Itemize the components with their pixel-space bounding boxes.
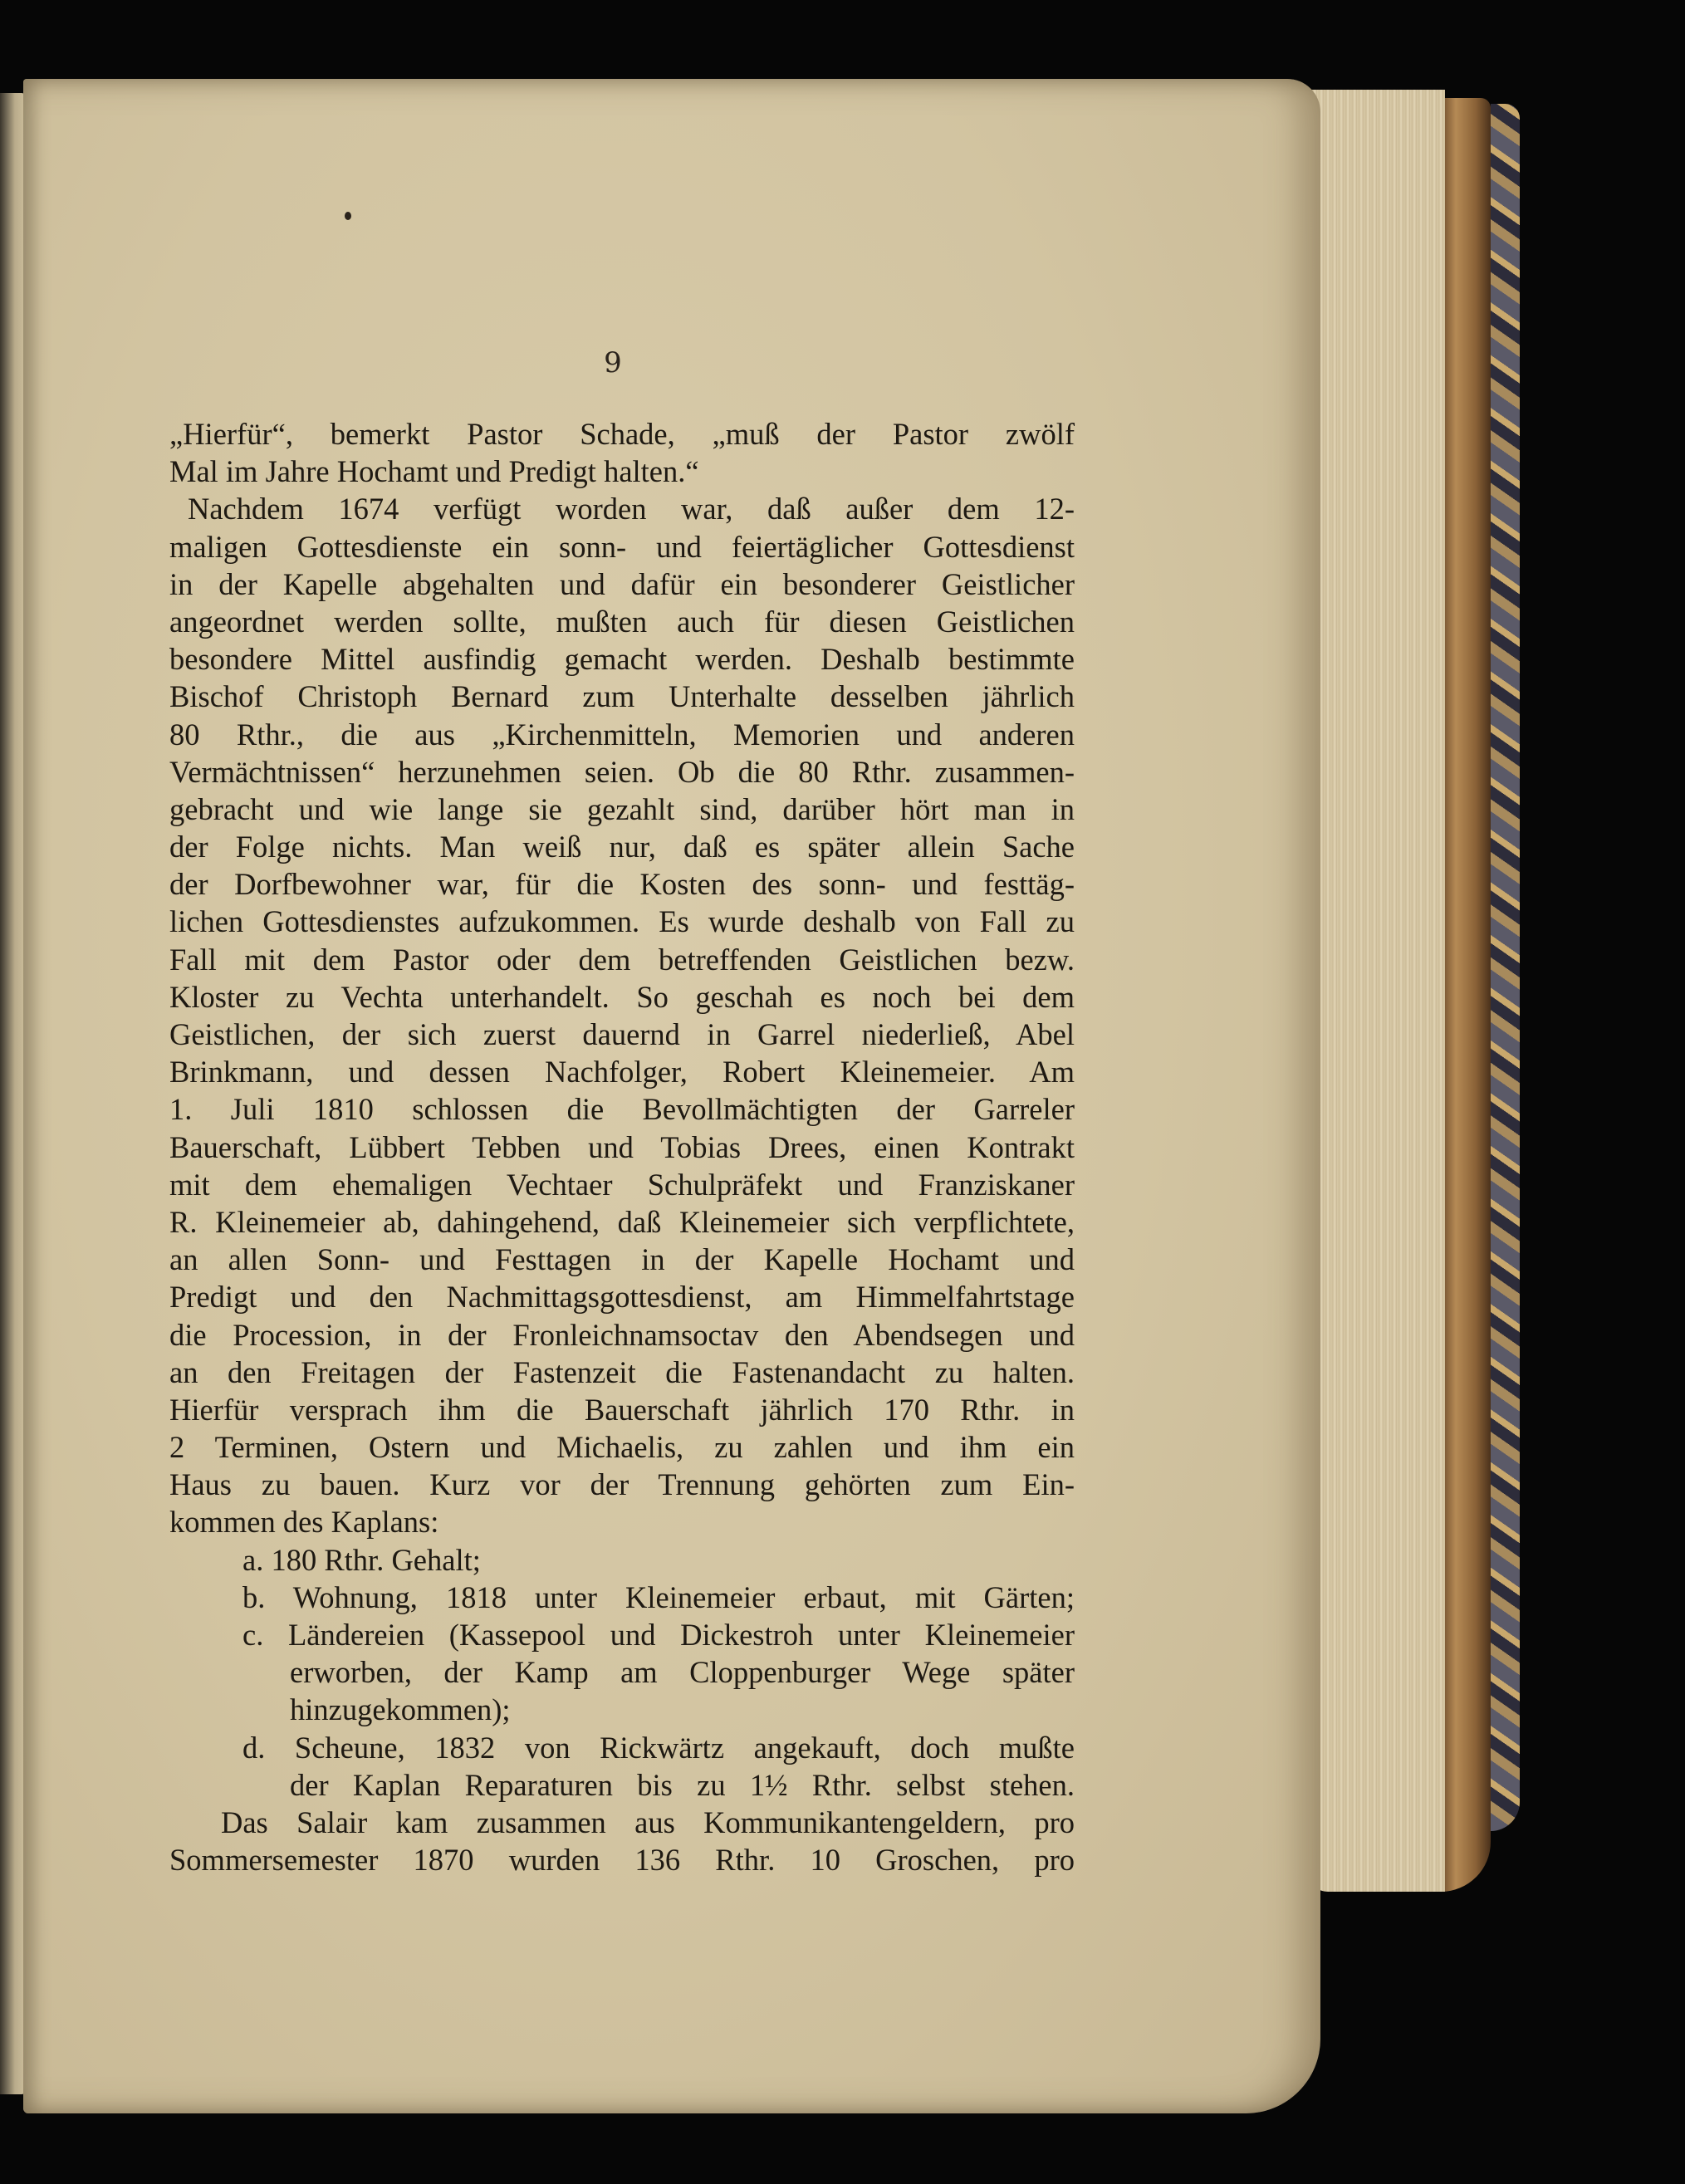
marbled-endpaper bbox=[1491, 104, 1520, 1831]
list-item-continuation: der Kaplan Reparaturen bis zu 1½ Rthr. selbst stehen. bbox=[290, 1767, 1075, 1802]
text-line: R. Kleinemeier ab, dahingehend, daß Kleinemeier sich verpflichtete, bbox=[169, 1204, 1075, 1239]
text-line: „Hierfür“, bemerkt Pastor Schade, „muß der Pastor zwölf bbox=[169, 417, 1075, 451]
list-item: d. Scheune, 1832 von Rickwärtz angekauft, doch mußte bbox=[242, 1730, 1075, 1765]
text-line: gebracht und wie lange sie gezahlt sind, darüber hört man in bbox=[169, 791, 1075, 826]
text-line: der Folge nichts. Man weiß nur, daß es später allein Sache bbox=[169, 830, 1075, 864]
text-line: Mal im Jahre Hochamt und Predigt halten.“ bbox=[169, 454, 699, 489]
list-item: b. Wohnung, 1818 unter Kleinemeier erbaut, mit Gärten; bbox=[242, 1579, 1075, 1614]
text-line: Predigt und den Nachmittagsgottesdienst, am Himmelfahrtstage bbox=[169, 1280, 1075, 1315]
ink-speck bbox=[345, 212, 351, 220]
list-item: a. 180 Rthr. Gehalt; bbox=[242, 1542, 481, 1577]
text-line: Bischof Christoph Bernard zum Unterhalte desselben jährlich bbox=[169, 679, 1075, 714]
text-line: Nachdem 1674 verfügt worden war, daß außer dem 12- bbox=[188, 492, 1075, 526]
text-line: Bauerschaft, Lübbert Tebben und Tobias Drees, einen Kontrakt bbox=[169, 1129, 1075, 1164]
text-line: mit dem ehemaligen Vechtaer Schulpräfekt und Franziskaner bbox=[169, 1167, 1075, 1202]
previous-page-edge bbox=[0, 93, 25, 2094]
list-item: c. Ländereien (Kassepool und Dickestroh unter Kleinemeier bbox=[242, 1618, 1075, 1652]
text-line: lichen Gottesdienstes aufzukommen. Es wurde deshalb von Fall zu bbox=[169, 904, 1075, 939]
text-line: an allen Sonn- und Festtagen in der Kapelle Hochamt und bbox=[169, 1242, 1075, 1277]
text-line: Das Salair kam zusammen aus Kommunikantengeldern, pro bbox=[221, 1804, 1075, 1839]
book-page bbox=[23, 79, 1320, 2113]
text-line: 2 Terminen, Ostern und Michaelis, zu zahlen und ihm ein bbox=[169, 1430, 1075, 1465]
text-line: Haus zu bauen. Kurz vor der Trennung gehörten zum Ein- bbox=[169, 1467, 1075, 1502]
text-line: Geistlichen, der sich zuerst dauernd in Garrel niederließ, Abel bbox=[169, 1017, 1075, 1051]
text-line: 80 Rthr., die aus „Kirchenmitteln, Memorien und anderen bbox=[169, 717, 1075, 752]
text-line: 1. Juli 1810 schlossen die Bevollmächtigten der Garreler bbox=[169, 1092, 1075, 1127]
text-line: Kloster zu Vechta unterhandelt. So geschah es noch bei dem bbox=[169, 979, 1075, 1014]
text-line: die Procession, in der Fronleichnamsoctav den Abendsegen und bbox=[169, 1317, 1075, 1352]
page-text bbox=[169, 415, 1075, 1878]
text-line: besondere Mittel ausfindig gemacht werden. Deshalb bestimmte bbox=[169, 642, 1075, 677]
list-item-continuation: erworben, der Kamp am Cloppenburger Wege später bbox=[290, 1655, 1075, 1690]
page-stack bbox=[1304, 90, 1445, 1892]
text-line: Fall mit dem Pastor oder dem betreffenden Geistlichen bezw. bbox=[169, 942, 1075, 977]
text-line: angeordnet werden sollte, mußten auch für diesen Geistlichen bbox=[169, 604, 1075, 639]
text-line: Brinkmann, und dessen Nachfolger, Robert Kleinemeier. Am bbox=[169, 1055, 1075, 1090]
text-line: Sommersemester 1870 wurden 136 Rthr. 10 Groschen, pro bbox=[169, 1843, 1075, 1878]
text-line: maligen Gottesdienste ein sonn- und feiertäglicher Gottesdienst bbox=[169, 529, 1075, 564]
text-line: Vermächtnissen“ herzunehmen seien. Ob die 80 Rthr. zusammen- bbox=[169, 754, 1075, 789]
text-line: in der Kapelle abgehalten und dafür ein besonderer Geistlicher bbox=[169, 566, 1075, 601]
text-line: kommen des Kaplans: bbox=[169, 1505, 439, 1540]
list-item-continuation: hinzugekommen); bbox=[290, 1692, 511, 1727]
book-cover-edge bbox=[1441, 98, 1491, 1892]
text-line: der Dorfbewohner war, für die Kosten des sonn- und festtäg- bbox=[169, 867, 1075, 902]
text-line: Hierfür versprach ihm die Bauerschaft jährlich 170 Rthr. in bbox=[169, 1392, 1075, 1427]
page-number: 9 bbox=[604, 346, 622, 380]
text-line: an den Freitagen der Fastenzeit die Fastenandacht zu halten. bbox=[169, 1354, 1075, 1389]
